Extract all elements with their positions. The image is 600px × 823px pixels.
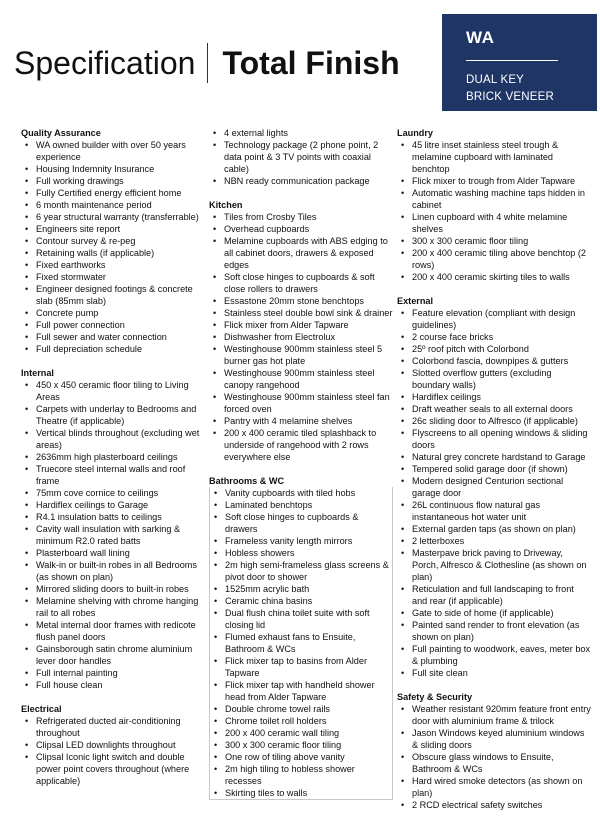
list-item: • Full site clean (397, 667, 591, 679)
section-title: Safety & Security (397, 692, 473, 702)
list-item: • Flick mixer to trough from Alder Tapware (397, 175, 591, 187)
list-item: • Painted sand render to front elevation (as shown on plan) (397, 619, 591, 643)
list-item: • Slotted overflow gutters (excluding boundary walls) (397, 367, 591, 391)
section-title: External (397, 296, 434, 306)
list-item: • 4 external lights (209, 127, 393, 139)
list-item: • Soft close hinges to cupboards & drawers (210, 511, 392, 535)
spec-list (397, 307, 591, 679)
list-item: • Concrete pump (21, 307, 203, 319)
list-item: • Reticulation and full landscaping to front and rear (if applicable) (397, 583, 591, 607)
list-item: • Metal internal door frames with redicote flush panel doors (21, 619, 203, 643)
section-quality-assurance (21, 127, 203, 355)
list-item: • 1525mm acrylic bath (210, 583, 392, 595)
list-item: • Masterpave brick paving to Driveway, Porch, Alfresco & Clothesline (as shown on plan) (397, 547, 591, 583)
list-item: • Full depreciation schedule (21, 343, 203, 355)
title-divider (207, 43, 208, 83)
list-item: • 6 month maintenance period (21, 199, 203, 211)
page-title (14, 42, 400, 84)
list-item: • 200 x 400 ceramic skirting tiles to walls (397, 271, 591, 283)
list-item: • Plasterboard wall lining (21, 547, 203, 559)
list-item: • 2m high semi-frameless glass screens & pivot door to shower (210, 559, 392, 583)
list-item: • 450 x 450 ceramic floor tiling to Living Areas (21, 379, 203, 403)
section-title: Electrical (21, 704, 62, 714)
spec-list (209, 487, 393, 800)
column-3 (397, 127, 591, 823)
list-item: • Draft weather seals to all external doors (397, 403, 591, 415)
brand-code: WA (466, 28, 495, 47)
list-item: • Gate to side of home (if applicable) (397, 607, 591, 619)
list-item: • 75mm cove cornice to ceilings (21, 487, 203, 499)
list-item: • Engineers site report (21, 223, 203, 235)
list-item: • Flick mixer tap to basins from Alder Tapware (210, 655, 392, 679)
list-item: • Fixed stormwater (21, 271, 203, 283)
list-item: • Full painting to woodwork, eaves, meter box & plumbing (397, 643, 591, 667)
list-item: • Hardiflex ceilings to Garage (21, 499, 203, 511)
column-1 (21, 127, 203, 799)
spec-list (209, 211, 393, 463)
list-item: • Full working drawings (21, 175, 203, 187)
list-item: • 2m high tiling to hobless shower recesses (210, 763, 392, 787)
list-item: • Laminated benchtops (210, 499, 392, 511)
title-specification: Specification (14, 44, 196, 81)
list-item: • Westinghouse 900mm stainless steel fan forced oven (209, 391, 393, 415)
list-item: • Colorbond fascia, downpipes & gutters (397, 355, 591, 367)
section-external (397, 295, 591, 679)
spec-list (21, 139, 203, 355)
list-item: • Retaining walls (if applicable) (21, 247, 203, 259)
section-title: Laundry (397, 128, 433, 138)
list-item: • R4.1 insulation batts to ceilings (21, 511, 203, 523)
list-item: • Modern designed Centurion sectional garage door (397, 475, 591, 499)
list-item: • Contour survey & re-peg (21, 235, 203, 247)
brand-divider (466, 60, 558, 61)
list-item: • Full sewer and water connection (21, 331, 203, 343)
list-item: • Fully Certified energy efficient home (21, 187, 203, 199)
column-2 (209, 127, 393, 812)
list-item: • NBN ready communication package (209, 175, 393, 187)
section-continued (209, 127, 393, 187)
list-item: • 26c sliding door to Alfresco (if applicable) (397, 415, 591, 427)
list-item: • Gainsborough satin chrome aluminium lever door handles (21, 643, 203, 667)
list-item: • 2636mm high plasterboard ceilings (21, 451, 203, 463)
list-item: • Melamine cupboards with ABS edging to all cabinet doors, drawers & exposed edges (209, 235, 393, 271)
list-item: • 26L continuous flow natural gas instantaneous hot water unit (397, 499, 591, 523)
list-item: • External garden taps (as shown on plan) (397, 523, 591, 535)
list-item: • Carpets with underlay to Bedrooms and Theatre (if applicable) (21, 403, 203, 427)
list-item: • Melamine shelving with chrome hanging rail to all robes (21, 595, 203, 619)
list-item: • 200 x 400 ceramic tiling above benchtop (2 rows) (397, 247, 591, 271)
list-item: • Walk-in or built-in robes in all Bedrooms (as shown on plan) (21, 559, 203, 583)
list-item: • Essastone 20mm stone benchtops (209, 295, 393, 307)
section-title: Quality Assurance (21, 128, 101, 138)
list-item: • Hardiflex ceilings (397, 391, 591, 403)
list-item: • Automatic washing machine taps hidden in cabinet (397, 187, 591, 211)
list-item: • Flick mixer from Alder Tapware (209, 319, 393, 331)
list-item: • Chrome toilet roll holders (210, 715, 392, 727)
list-item: • Flyscreens to all opening windows & sliding doors (397, 427, 591, 451)
section-internal (21, 367, 203, 691)
list-item: • Skirting tiles to walls (210, 787, 392, 799)
list-item: • Engineer designed footings & concrete slab (85mm slab) (21, 283, 203, 307)
section-title: Bathrooms & WC (209, 476, 285, 486)
list-item: • 300 x 300 ceramic floor tiling (397, 235, 591, 247)
section-bathrooms-and-wc (209, 475, 393, 800)
list-item: • 6 year structural warranty (transferrable) (21, 211, 203, 223)
list-item: • Westinghouse 900mm stainless steel canopy rangehood (209, 367, 393, 391)
brand-line-1: DUAL KEY (466, 74, 525, 86)
list-item: • Soft close hinges to cupboards & soft close rollers to drawers (209, 271, 393, 295)
list-item: • Cavity wall insulation with sarking & minimum R2.0 rated batts (21, 523, 203, 547)
section-kitchen (209, 199, 393, 463)
list-item: • Double chrome towel rails (210, 703, 392, 715)
list-item: • Hard wired smoke detectors (as shown on plan) (397, 775, 591, 799)
list-item: • 200 x 400 ceramic tiled splashback to underside of rangehood with 2 rows everywhere else (209, 427, 393, 463)
spec-list (397, 139, 591, 283)
list-item: • Obscure glass windows to Ensuite, Bathroom & WCs (397, 751, 591, 775)
list-item: • Tiles from Crosby Tiles (209, 211, 393, 223)
list-item: • 2 course face bricks (397, 331, 591, 343)
title-total-finish: Total Finish (222, 44, 400, 81)
list-item: • Natural grey concrete hardstand to Garage (397, 451, 591, 463)
section-laundry (397, 127, 591, 283)
spec-list (209, 127, 393, 187)
list-item: • Linen cupboard with 4 white melamine shelves (397, 211, 591, 235)
list-item: • Dishwasher from Electrolux (209, 331, 393, 343)
list-item: • Weather resistant 920mm feature front entry door with aluminium frame & trilock (397, 703, 591, 727)
list-item: • Mirrored sliding doors to built-in robes (21, 583, 203, 595)
list-item: • 2 letterboxes (397, 535, 591, 547)
list-item: • Overhead cupboards (209, 223, 393, 235)
section-safety-and-security (397, 691, 591, 811)
list-item: • Flumed exhaust fans to Ensuite, Bathroom & WCs (210, 631, 392, 655)
list-item: • Ceramic china basins (210, 595, 392, 607)
list-item: • Refrigerated ducted air-conditioning throughout (21, 715, 203, 739)
list-item: • Vertical blinds throughout (excluding wet areas) (21, 427, 203, 451)
section-title: Internal (21, 368, 54, 378)
list-item: • 25º roof pitch with Colorbond (397, 343, 591, 355)
spec-list (397, 703, 591, 811)
list-item: • Fixed earthworks (21, 259, 203, 271)
spec-list (21, 715, 203, 787)
list-item: • Westinghouse 900mm stainless steel 5 burner gas hot plate (209, 343, 393, 367)
list-item: • Hobless showers (210, 547, 392, 559)
list-item: • WA owned builder with over 50 years experience (21, 139, 203, 163)
list-item: • Dual flush china toilet suite with soft closing lid (210, 607, 392, 631)
section-electrical (21, 703, 203, 787)
list-item: • Technology package (2 phone point, 2 data point & 3 TV points with coaxial cable) (209, 139, 393, 175)
list-item: • One row of tiling above vanity (210, 751, 392, 763)
list-item: • Clipsal Iconic light switch and double power point covers throughout (where applicable) (21, 751, 203, 787)
list-item: • 2 RCD electrical safety switches (397, 799, 591, 811)
list-item: • 45 litre inset stainless steel trough & melamine cupboard with laminated benchtop (397, 139, 591, 175)
list-item: • 300 x 300 ceramic floor tiling (210, 739, 392, 751)
list-item: • Flick mixer tap with handheld shower head from Alder Tapware (210, 679, 392, 703)
list-item: • Full internal painting (21, 667, 203, 679)
list-item: • Jason Windows keyed aluminium windows & sliding doors (397, 727, 591, 751)
list-item: • Tempered solid garage door (if shown) (397, 463, 591, 475)
list-item: • Clipsal LED downlights throughout (21, 739, 203, 751)
list-item: • Feature elevation (compliant with design guidelines) (397, 307, 591, 331)
section-title: Kitchen (209, 200, 243, 210)
list-item: • Full power connection (21, 319, 203, 331)
list-item: • Full house clean (21, 679, 203, 691)
brand-line-2: BRICK VENEER (466, 91, 555, 103)
list-item: • Stainless steel double bowl sink & drainer (209, 307, 393, 319)
list-item: • Pantry with 4 melamine shelves (209, 415, 393, 427)
brand-box (442, 14, 597, 111)
spec-list (21, 379, 203, 691)
list-item: • Housing Indemnity Insurance (21, 163, 203, 175)
list-item: • Frameless vanity length mirrors (210, 535, 392, 547)
list-item: • Vanity cupboards with tiled hobs (210, 487, 392, 499)
list-item: • 200 x 400 ceramic wall tiling (210, 727, 392, 739)
list-item: • Truecore steel internal walls and roof frame (21, 463, 203, 487)
